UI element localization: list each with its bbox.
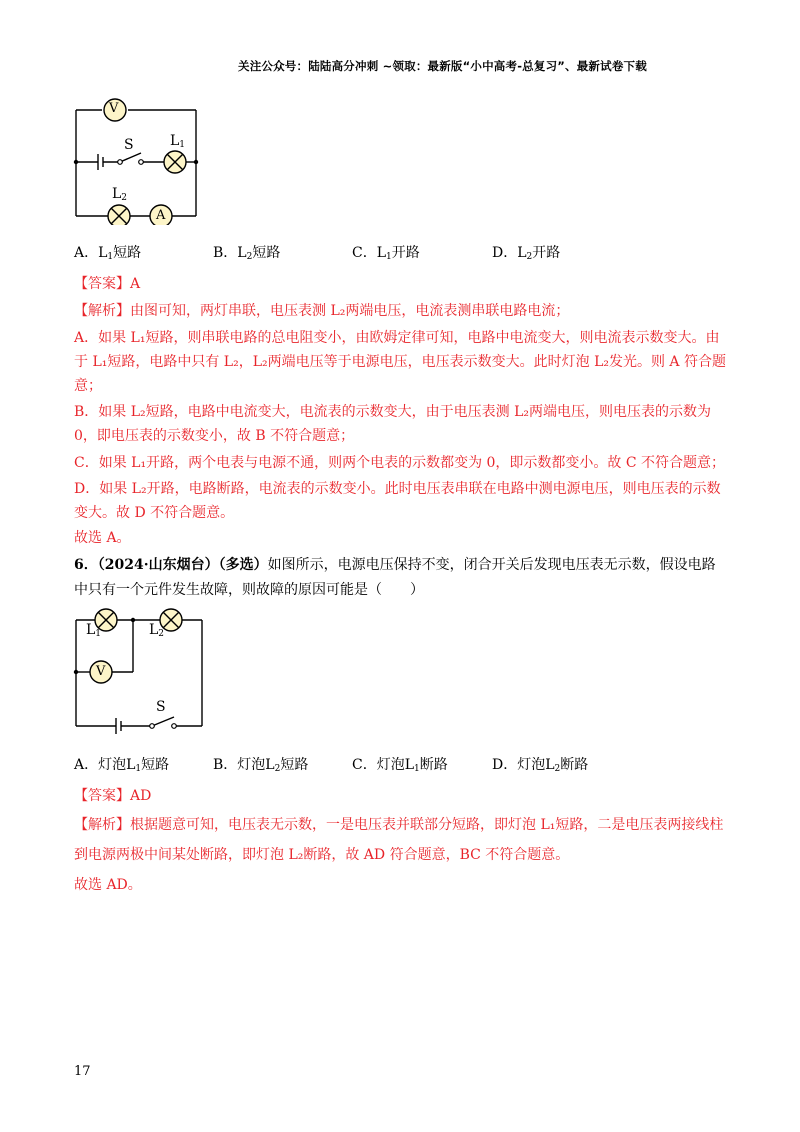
q6-option-c: C．灯泡$L_1$断路 [352, 757, 448, 774]
q5-option-d: D．$L_2$开路 [492, 245, 561, 262]
q5-analysis-line-4: 意； [74, 378, 102, 394]
switch-label: S [124, 137, 134, 153]
circuit-diagram-2 [70, 600, 210, 735]
q5-conclusion: 故选 A。 [74, 530, 131, 546]
lamp-l1-label: $L_1$ [170, 133, 186, 150]
q6-option-b: B．灯泡$L_2$短路 [213, 757, 309, 774]
q6-analysis-line-2: 到电源两极中间某处断路，即灯泡 L₂断路，故 AD 符合题意，BC 不符合题意。 [74, 847, 570, 863]
q6-stem-line-2: 中只有一个元件发生故障，则故障的原因可能是（ ） [74, 582, 424, 598]
q6-analysis-line-1: 【解析】根据题意可知，电压表无示数，一是电压表并联部分短路，即灯泡 L₁短路，二是电压表两接线柱 [74, 817, 724, 833]
q5-analysis-line-5: B．如果 L₂短路，电路中电流变大，电流表的示数变大，由于电压表测 L₂两端电压，则电压表的示数为 [74, 404, 712, 420]
q5-option-a: A．$L_1$短路 [74, 245, 142, 262]
q6-lamp-l2-label: $L_2$ [149, 622, 165, 639]
q5-analysis-line-6: 0，即电压表的示数变小，故 B 不符合题意； [74, 428, 355, 444]
q6-switch-label: S [156, 699, 166, 715]
voltmeter-label: V [109, 101, 119, 116]
q6-option-d: D．灯泡$L_2$断路 [492, 757, 589, 774]
q6-stem-line-1: 6．（2024·山东烟台）（多选）如图所示，电源电压保持不变，闭合开关后发现电压表无示数，假设电路 [74, 557, 716, 573]
q5-analysis-line-8: D．如果 L₂开路，电路断路，电流表的示数变小。此时电压表串联在电路中测电源电压，则电压表的示数 [74, 481, 721, 497]
lamp-l2-label: $L_2$ [112, 186, 128, 203]
q5-analysis-line-1: 【解析】由图可知，两灯串联，电压表测 L₂两端电压，电流表测串联电路电流； [74, 303, 570, 319]
page-header: 关注公众号：陆陆高分冲刺 ~领取：最新版“小中高考-总复习”、最新试卷下载 [238, 59, 647, 73]
q5-option-c: C．$L_1$开路 [352, 245, 420, 262]
q5-analysis-line-7: C．如果 L₁开路，两个电表与电源不通，则两个电表的示数都变为 0，即示数都变小。故 C 不符合题意； [74, 455, 726, 471]
q6-answer: 【答案】AD [74, 788, 152, 804]
q5-analysis-line-3: 于 L₁短路，电路中只有 L₂，L₂两端电压等于电源电压，电压表示数变大。此时灯泡 L₂发光。则 A 符合题 [74, 354, 726, 370]
q5-answer: 【答案】A [74, 276, 141, 292]
q6-option-a: A．灯泡$L_1$短路 [74, 757, 170, 774]
q6-lamp-l1-label: $L_1$ [86, 622, 102, 639]
page-number: 17 [74, 1064, 91, 1079]
q6-voltmeter-label: V [96, 664, 106, 679]
ammeter-label: A [156, 208, 166, 223]
q6-conclusion: 故选 AD。 [74, 877, 142, 893]
q5-option-b: B．$L_2$短路 [213, 245, 281, 262]
circuit-diagram-1 [70, 90, 210, 225]
q5-analysis-line-9: 变大。故 D 不符合题意。 [74, 505, 235, 521]
q5-analysis-line-2: A．如果 L₁短路，则串联电路的总电阻变小，由欧姆定律可知，电路中电流变大，则电流表示数变大。由 [74, 330, 720, 346]
